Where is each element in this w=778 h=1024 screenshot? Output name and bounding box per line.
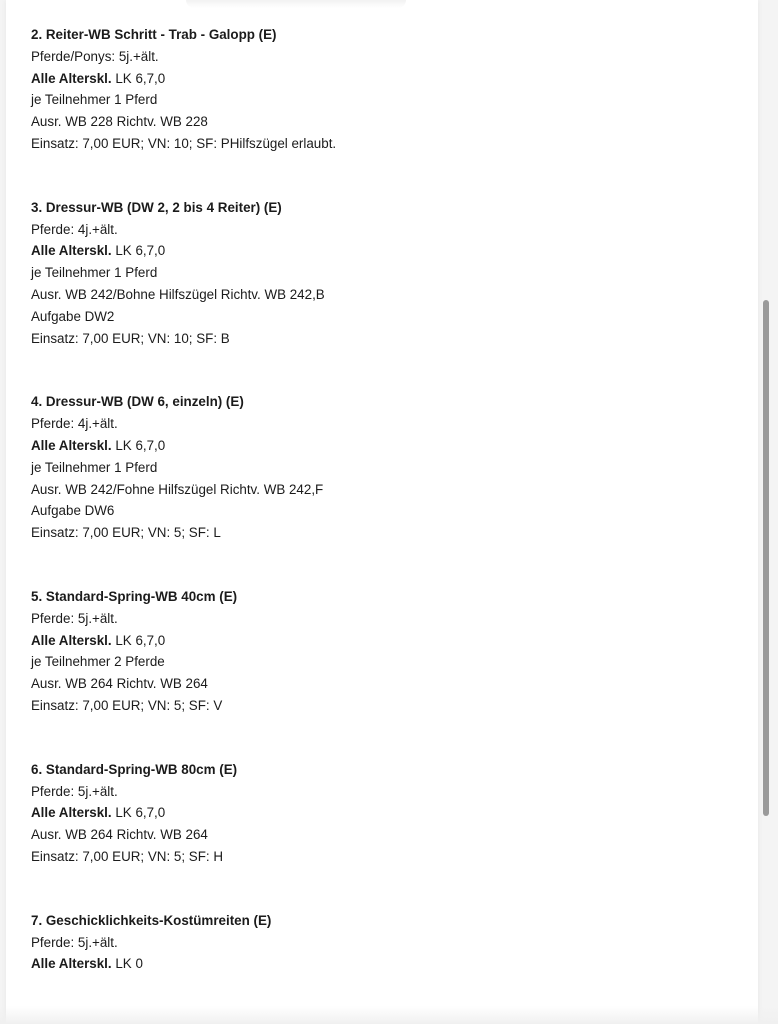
competition-title: 2. Reiter-WB Schritt - Trab - Galopp (E) [31, 27, 277, 42]
age-class-value: LK 6,7,0 [111, 632, 166, 648]
age-class-label: Alle Alterskl. [31, 956, 112, 972]
competition-equipment: Ausr. WB 242/Bohne Hilfszügel Richtv. WB 242,B [31, 286, 325, 302]
competition-age [31, 68, 731, 90]
age-class-label: Alle Alterskl. [31, 632, 112, 648]
age-class-value: LK 6,7,0 [111, 805, 166, 821]
competition-horses: Pferde/Ponys: 5j.+ält. [31, 48, 159, 64]
competition-age [31, 435, 731, 457]
scrollbar-thumb[interactable] [763, 300, 769, 816]
competition-title: 5. Standard-Spring-WB 40cm (E) [31, 588, 238, 604]
competition-item [31, 586, 731, 717]
competition-age [31, 630, 731, 652]
competition-equipment: Ausr. WB 264 Richtv. WB 264 [31, 676, 208, 692]
competition-participants: je Teilnehmer 1 Pferd [31, 265, 158, 281]
competition-fee: Einsatz: 7,00 EUR; VN: 10; SF: PHilfszügel erlaubt. [31, 135, 337, 151]
competition-participants: je Teilnehmer 1 Pferd [31, 459, 158, 475]
competition-age [31, 240, 731, 262]
competition-age [31, 802, 731, 824]
competition-title: 4. Dressur-WB (DW 6, einzeln) (E) [31, 394, 244, 410]
age-class-value: LK 6,7,0 [111, 437, 166, 453]
age-class-label: Alle Alterskl. [31, 437, 112, 453]
competition-title: 7. Geschicklichkeits-Kostümreiten (E) [31, 912, 272, 928]
age-class-label: Alle Alterskl. [31, 243, 112, 259]
document-page [6, 0, 758, 1024]
competition-item [31, 391, 731, 544]
competition-item [31, 910, 731, 975]
age-class-value: LK 6,7,0 [111, 243, 166, 259]
competition-horses: Pferde: 5j.+ält. [31, 610, 118, 626]
top-fade [186, 0, 406, 8]
competition-horses: Pferde: 4j.+ält. [31, 221, 118, 237]
competition-participants: je Teilnehmer 2 Pferde [31, 654, 165, 670]
competition-fee: Einsatz: 7,00 EUR; VN: 10; SF: B [31, 330, 230, 346]
competition-fee: Einsatz: 7,00 EUR; VN: 5; SF: V [31, 697, 223, 713]
competition-title: 3. Dressur-WB (DW 2, 2 bis 4 Reiter) (E) [31, 199, 282, 215]
competition-horses: Pferde: 5j.+ält. [31, 783, 118, 799]
competition-equipment: Ausr. WB 264 Richtv. WB 264 [31, 827, 208, 843]
competition-list [31, 24, 731, 1017]
age-class-label: Alle Alterskl. [31, 70, 112, 86]
competition-item [31, 197, 731, 350]
competition-equipment: Ausr. WB 228 Richtv. WB 228 [31, 114, 208, 130]
competition-horses: Pferde: 4j.+ält. [31, 416, 118, 432]
competition-age [31, 953, 731, 975]
competition-fee: Einsatz: 7,00 EUR; VN: 5; SF: H [31, 848, 224, 864]
competition-task: Aufgabe DW2 [31, 308, 115, 324]
bottom-fade [0, 1006, 778, 1024]
age-class-label: Alle Alterskl. [31, 805, 112, 821]
competition-item [31, 24, 731, 155]
competition-title: 6. Standard-Spring-WB 80cm (E) [31, 761, 238, 777]
age-class-value: LK 6,7,0 [111, 70, 166, 86]
competition-horses: Pferde: 5j.+ält. [31, 934, 118, 950]
competition-item [31, 759, 731, 868]
competition-participants: je Teilnehmer 1 Pferd [31, 92, 158, 108]
competition-fee: Einsatz: 7,00 EUR; VN: 5; SF: L [31, 525, 221, 541]
competition-task: Aufgabe DW6 [31, 503, 115, 519]
age-class-value: LK 0 [111, 956, 143, 972]
competition-equipment: Ausr. WB 242/Fohne Hilfszügel Richtv. WB 242,F [31, 481, 324, 497]
